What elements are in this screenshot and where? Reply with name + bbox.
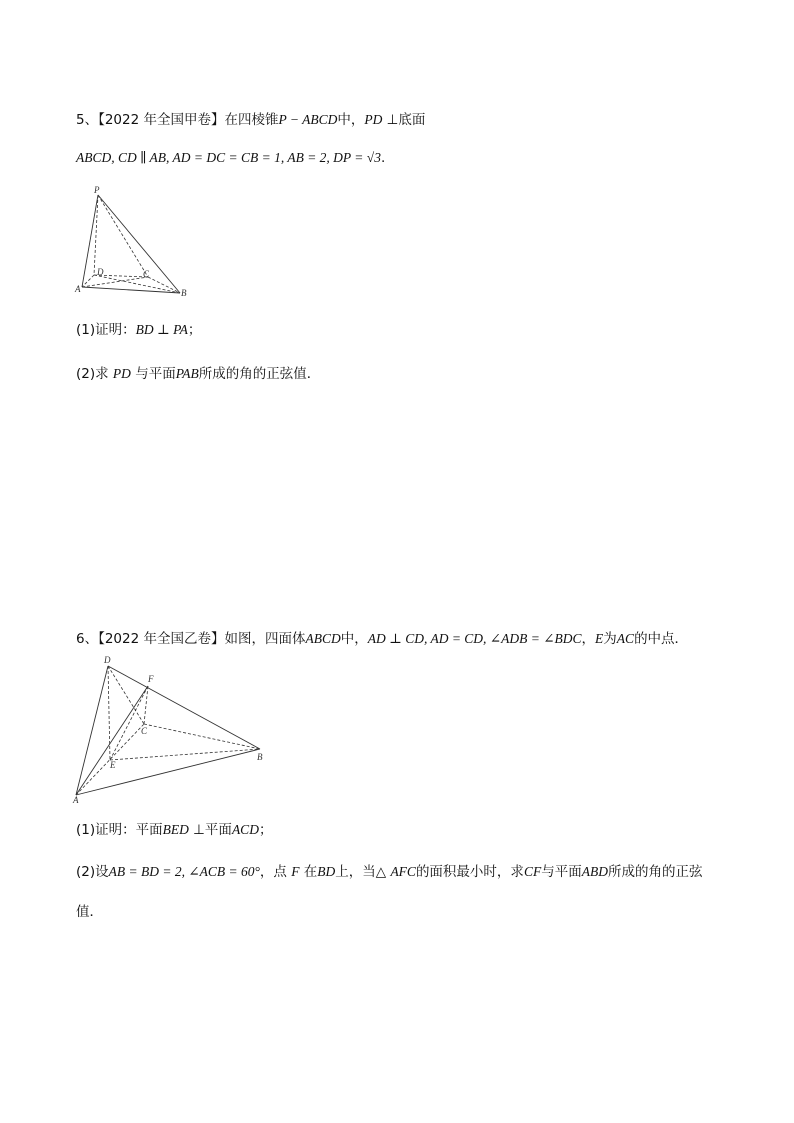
question-label: (1)证明：平面 bbox=[76, 822, 163, 838]
problem5-pyramid: P − ABCD bbox=[278, 112, 338, 127]
question-text: 所成的角的正弦值． bbox=[198, 366, 321, 382]
figure6-label-b: B bbox=[257, 752, 263, 762]
figure5-label-d: D bbox=[97, 267, 104, 277]
problem5-conditions: ABCD, CD ∥ AB, AD = DC = CB = 1, AB = 2, DP = √3 bbox=[76, 150, 381, 165]
question-text: 与平面 bbox=[130, 366, 176, 382]
question-label: (2)设 bbox=[76, 864, 109, 880]
problem6-ac: AC bbox=[616, 631, 635, 646]
problem6-text: 为 bbox=[603, 631, 617, 647]
figure6-label-e: E bbox=[110, 760, 116, 770]
question-text: ； bbox=[258, 822, 273, 838]
problem5-text: 在四棱锥 bbox=[224, 112, 279, 128]
problem6-tetrahedron-figure bbox=[70, 652, 270, 804]
problem6-text: 的中点． bbox=[634, 631, 689, 647]
problem6-number: 6、 bbox=[76, 631, 99, 647]
problem5-statement-line2 bbox=[76, 150, 385, 166]
problem6-text: 如图，四面体 bbox=[224, 631, 306, 647]
problem6-question2-cont bbox=[76, 900, 103, 920]
question-text: 的面积最小时，求 bbox=[415, 864, 524, 880]
problem5-pyramid-figure bbox=[70, 183, 200, 301]
problem6-source: 【2022 年全国乙卷】 bbox=[98, 631, 225, 647]
question-text: ，点 bbox=[259, 864, 292, 880]
question-math: BD bbox=[317, 864, 336, 879]
figure5-label-a: A bbox=[75, 284, 81, 294]
figure5-label-b: B bbox=[181, 288, 187, 298]
problem6-tetra: ABCD bbox=[305, 631, 341, 646]
question-text: 在 bbox=[299, 864, 318, 880]
question-text: 值． bbox=[76, 904, 103, 920]
problem5-source: 【2022 年全国甲卷】 bbox=[98, 112, 225, 128]
question-math: ABD bbox=[581, 864, 608, 879]
question-text: 所成的角的正弦 bbox=[607, 864, 703, 880]
problem5-text: . bbox=[380, 150, 386, 166]
figure6-label-d: D bbox=[104, 655, 111, 665]
problem6-conditions: AD ⊥ CD, AD = CD, ∠ADB = ∠BDC bbox=[367, 631, 582, 646]
problem6-question1 bbox=[76, 818, 272, 838]
figure5-label-p: P bbox=[94, 185, 100, 195]
problem5-statement-line1 bbox=[76, 108, 425, 128]
figure6-label-c: C bbox=[141, 726, 148, 736]
question-label: (1)证明： bbox=[76, 322, 136, 338]
question-math: F bbox=[291, 864, 300, 879]
question-text: ⊥平面 bbox=[188, 822, 232, 838]
question-math: BD ⊥ PA bbox=[135, 322, 188, 337]
problem5-number: 5、 bbox=[76, 112, 99, 128]
problem5-question2 bbox=[76, 362, 320, 382]
question-text: 与平面 bbox=[541, 864, 582, 880]
figure5-label-c: C bbox=[143, 269, 150, 279]
problem6-e: E bbox=[595, 631, 604, 646]
problem6-statement bbox=[76, 627, 688, 647]
question-text: ； bbox=[187, 322, 202, 338]
problem6-text: 中， bbox=[340, 631, 368, 647]
question-math: PAB bbox=[175, 366, 199, 381]
question-math: AFC bbox=[390, 864, 416, 879]
question-math: ACD bbox=[231, 822, 259, 837]
problem6-text: ， bbox=[581, 631, 596, 647]
problem6-question2 bbox=[76, 860, 702, 880]
problem5-pd: PD bbox=[364, 112, 383, 127]
question-text: 上，当△ bbox=[335, 864, 391, 880]
problem5-question1 bbox=[76, 318, 201, 338]
figure6-label-a: A bbox=[73, 795, 79, 804]
question-math: CF bbox=[523, 864, 542, 879]
question-math: PD bbox=[112, 366, 131, 381]
question-label: (2)求 bbox=[76, 366, 113, 382]
problem5-text: 中， bbox=[337, 112, 365, 128]
question-math: BED bbox=[162, 822, 189, 837]
question-math: AB = BD = 2, ∠ACB = 60° bbox=[108, 864, 260, 879]
figure6-label-f: F bbox=[148, 674, 154, 684]
problem5-text: ⊥底面 bbox=[382, 112, 426, 128]
